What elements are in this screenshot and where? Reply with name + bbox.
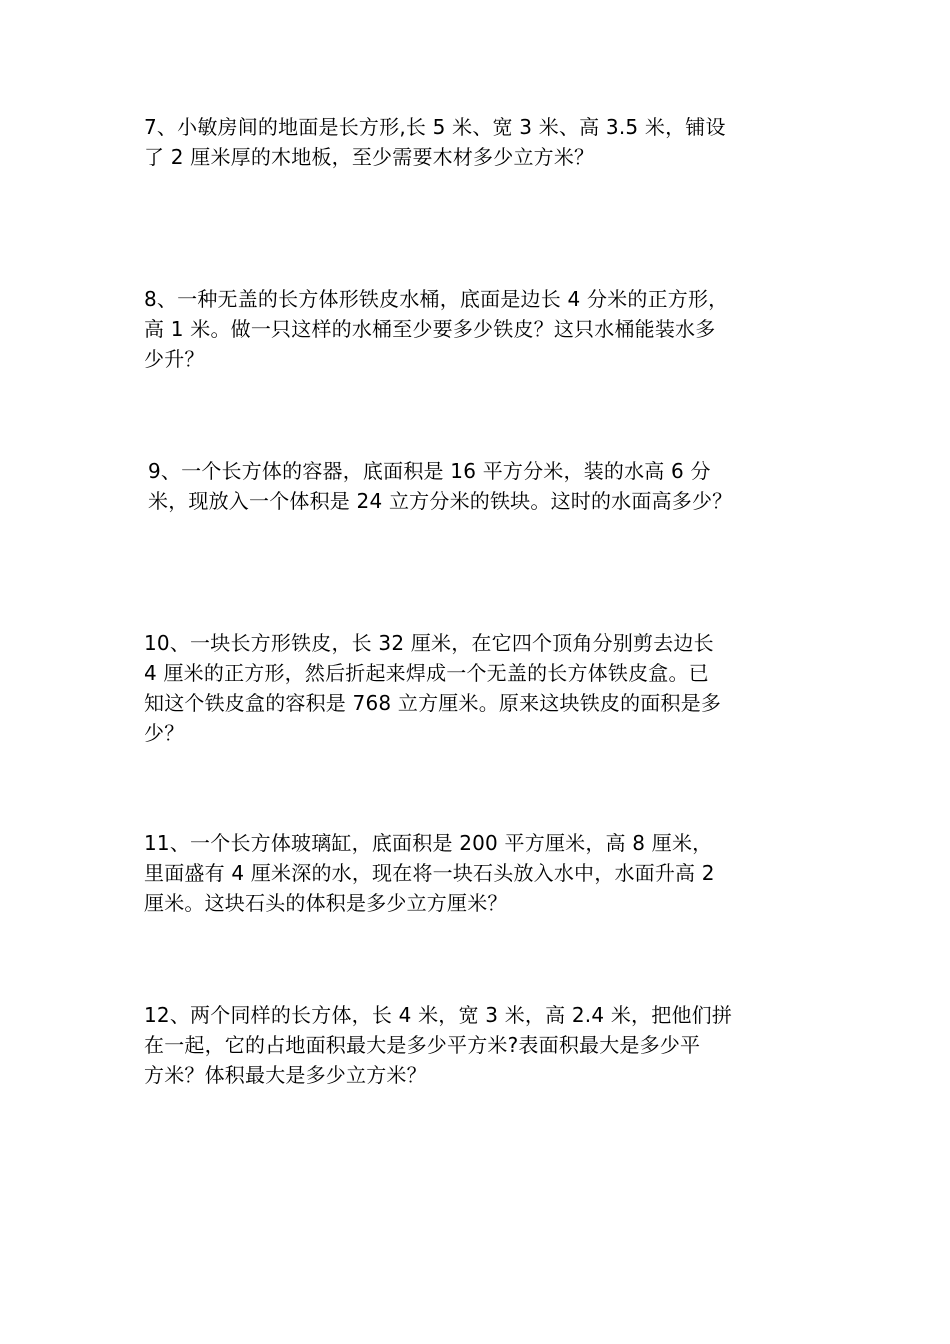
problem-7-line-1: 7、小敏房间的地面是长方形,长 5 米、宽 3 米、高 3.5 米，铺设 bbox=[144, 115, 726, 139]
problem-8-line-3: 少升？ bbox=[144, 347, 205, 371]
problem-10-line-2: 4 厘米的正方形，然后折起来焊成一个无盖的长方体铁皮盒。已 bbox=[144, 661, 709, 685]
problem-7-line-2: 了 2 厘米厚的木地板，至少需要木材多少立方米？ bbox=[144, 145, 595, 169]
problem-8-line-2: 高 1 米。做一只这样的水桶至少要多少铁皮？这只水桶能装水多 bbox=[144, 317, 716, 341]
problem-12-line-2: 在一起，它的占地面积最大是多少平方米?表面积最大是多少平 bbox=[144, 1033, 701, 1057]
problem-9-line-1: 9、一个长方体的容器，底面积是 16 平方分米，装的水高 6 分 bbox=[148, 459, 711, 483]
problem-10 bbox=[144, 628, 808, 748]
problem-10-line-3: 知这个铁皮盒的容积是 768 立方厘米。原来这块铁皮的面积是多 bbox=[144, 691, 722, 715]
problem-12 bbox=[144, 1000, 808, 1090]
problem-11-line-2: 里面盛有 4 厘米深的水，现在将一块石头放入水中，水面升高 2 bbox=[144, 861, 715, 885]
problem-9 bbox=[148, 456, 812, 516]
problem-11 bbox=[144, 828, 808, 918]
problem-10-line-4: 少？ bbox=[144, 721, 185, 745]
problem-8-line-1: 8、一种无盖的长方体形铁皮水桶，底面是边长 4 分米的正方形， bbox=[144, 287, 729, 311]
problem-7 bbox=[144, 112, 808, 172]
problem-12-line-3: 方米？体积最大是多少立方米？ bbox=[144, 1063, 427, 1087]
problem-9-line-2: 米，现放入一个体积是 24 立方分米的铁块。这时的水面高多少？ bbox=[148, 489, 733, 513]
problem-10-line-1: 10、一块长方形铁皮，长 32 厘米，在它四个顶角分别剪去边长 bbox=[144, 631, 714, 655]
problem-12-line-1: 12、两个同样的长方体，长 4 米，宽 3 米，高 2.4 米，把他们拼 bbox=[144, 1003, 733, 1027]
problem-8 bbox=[144, 284, 808, 374]
problem-11-line-3: 厘米。这块石头的体积是多少立方厘米？ bbox=[144, 891, 508, 915]
problem-11-line-1: 11、一个长方体玻璃缸，底面积是 200 平方厘米，高 8 厘米， bbox=[144, 831, 713, 855]
